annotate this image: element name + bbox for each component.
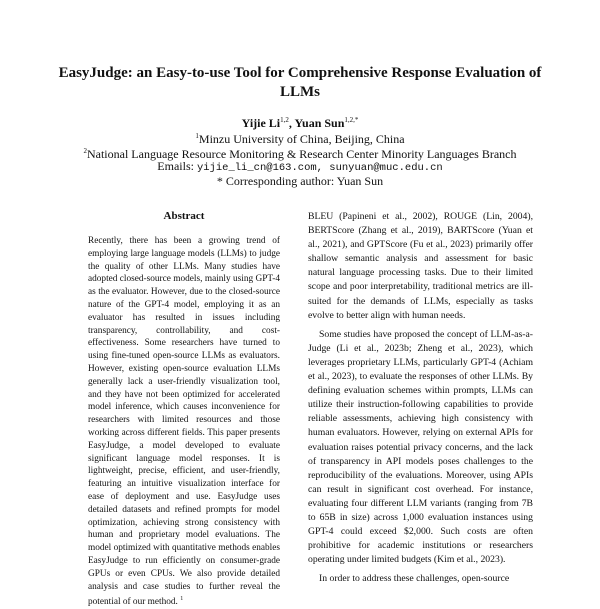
author-affiliation-mark: 1,2	[280, 116, 289, 124]
author-affiliation-mark: 1,2,*	[344, 116, 359, 124]
body-paragraph: Some studies have proposed the concept of LLM-as-a-Judge (Li et al., 2023b; Zheng et al., 2023), which leverages proprietary LLMs, particularly GPT-4 (Achiam et al., 2023), to evaluate the responses of other LLMs. By defining evaluation schemes within prompts, LLMs can utilize their instruction-following capabilities to provide reliable assessments, achieving high consistency with human evaluators. However, relying on external APIs for evaluation raises potential privacy concerns, and the lack of transparency in API models poses challenges to the reproducibility of the evaluations. Moreover, using APIs can result in significant cost overhead. For instance, evaluating four different LLM variants (ranging from 7B to 65B in size) across 1,000 evaluation instances using GPT-4 could exceed $2,000. Such costs are often prohibitive for academic institutions or researchers operating under limited budgets (Kim et al., 2023).	[308, 328, 533, 566]
body-paragraph: In order to address these challenges, open-source	[319, 573, 510, 585]
right-column-viewport	[300, 200, 540, 600]
abstract-text: Recently, there has been a growing trend of employing large language models (LLMs) to judge the quality of other LLMs. Many studies have adopted closed-source models, mainly using GPT-4 as the evaluator. However, due to the closed-source nature of the GPT-4 model, employing it as an evaluator has resulted in issues including transparency, controllability, and cost-effectiveness. Some researchers have turned to using fine-tuned open-source LLMs as evaluators. However, existing open-source evaluation LLMs generally lack a user-friendly visualization tool, and they have not been optimized for accelerated model inference, which causes inconvenience for researchers with limited resources and those working across different fields. This paper presents EasyJudge, a model developed to evaluate significant language model responses. It is lightweight, precise, efficient, and user-friendly, featuring an intuitive visualization interface for ease of deployment and use. EasyJudge uses detailed datasets and refined prompts for model optimization, achieving strong consistency with human and proprietary model evaluations. The model optimized with quantitative methods enables EasyJudge to run efficiently on consumer-grade GPUs or even CPUs. We also provide detailed analysis and case studies to further reveal the potential of our method.	[88, 236, 280, 608]
right-column	[308, 210, 533, 586]
paper-title: EasyJudge: an Easy-to-use Tool for Comprehensive Response Evaluation of LLMs	[58, 65, 542, 100]
emails: yijie_li_cn@163.com, sunyuan@muc.edu.cn	[196, 162, 443, 174]
corresponding-author: * Corresponding author: Yuan Sun	[216, 174, 384, 188]
affiliation-mark: 2	[83, 147, 87, 155]
emails-label: Emails:	[157, 159, 194, 173]
author-name: Yuan Sun	[294, 116, 345, 130]
affiliation-text: Minzu University of China, Beijing, China	[198, 132, 405, 146]
body-paragraph: BLEU (Papineni et al., 2002), ROUGE (Lin, 2004), BERTScore (Zhang et al., 2019), BARTScore (Yuan et al., 2021), and GPTScore (Fu et al., 2023) primarily offer shallow semantic analysis and assessment for basic natural language processing tasks. Due to their limited scope and poor interpretability, traditional metrics are ill-suited for the demands of LLMs, especially as tasks evolve to better align with human needs.	[308, 211, 533, 321]
author-list: Yijie Li$^{1,2}$, Yuan Sun$^{1,2,*}$	[241, 116, 359, 130]
affiliation-text: National Language Resource Monitoring & Research Center Minority Languages Branch	[86, 147, 517, 161]
affiliation-mark: 1	[195, 132, 199, 140]
abstract-body	[88, 235, 280, 609]
footnote-mark: 1	[180, 596, 184, 603]
author-name: Yijie Li	[241, 116, 281, 130]
abstract-heading: Abstract	[163, 210, 205, 222]
